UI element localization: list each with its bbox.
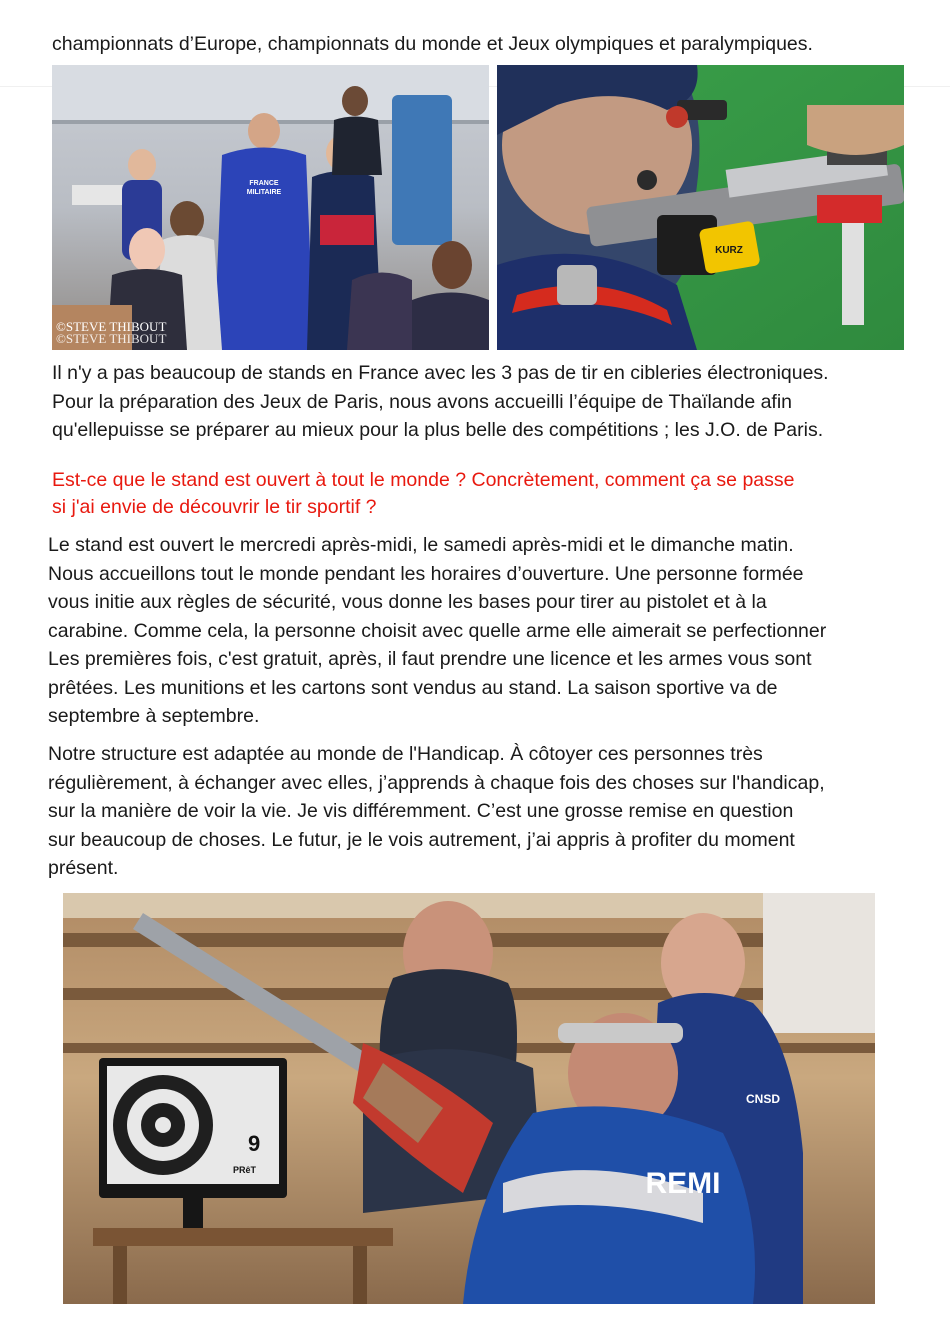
jacket-text-france: FRANCE [249, 180, 279, 187]
photo-credit: ©STEVE THIBOUT [56, 319, 167, 334]
shooter-aiming-illustration [497, 65, 904, 350]
paragraph-line: carabine. Comme cela, la personne choisit avec quelle arme elle aimerait se perfectionner [48, 619, 827, 642]
paragraph-line: Les premières fois, c'est gratuit, après, il faut prendre une licence et les armes vous sont [48, 648, 812, 670]
paragraph-line: sur la manière de voir la vie. Je vis différemment. C’est une grosse remise en question [48, 800, 794, 822]
paragraph-line: qu'ellepuisse se préparer au mieux pour la plus belle des compétitions ; les J.O. de Paris. [52, 419, 824, 441]
paragraph-line: sur beaucoup de choses. Le futur, je le vois autrement, j’ai appris à profiter du moment [48, 828, 795, 851]
paragraph-line: septembre à septembre. [48, 705, 260, 727]
paragraph-line: Notre structure est adaptée au monde de l'Handicap. À côtoyer ces personnes très [48, 743, 763, 765]
photo-shooter-aiming [497, 65, 904, 350]
paragraph-line: Il n'y a pas beaucoup de stands en France avec les 3 pas de tir en cibleries électroniques. [52, 362, 829, 384]
paragraph-line: Pour la préparation des Jeux de Paris, nous avons accueilli l’équipe de Thaïlande afin [52, 390, 793, 413]
rifle-badge-text: KURZ [715, 245, 743, 256]
paragraph-thailand [52, 359, 932, 445]
screen-status: PRêT [233, 1165, 257, 1175]
shooting-hall-illustration [52, 65, 489, 350]
paragraph-line: présent. [48, 857, 119, 879]
top-line-text: championnats d’Europe, championnats du monde et Jeux olympiques et paralympiques. [52, 33, 813, 55]
paragraph-line: prêtées. Les munitions et les cartons sont vendus au stand. La saison sportive va de [48, 676, 778, 699]
jacket-logo-text: CNSD [745, 1092, 781, 1106]
photo-shooting-hall [52, 65, 489, 350]
paragraph-handicap [48, 740, 928, 883]
screen-score: 9 [248, 1131, 261, 1156]
paragraph-line: régulièrement, à échanger avec elles, j’apprends à chaque fois des choses sur l'handicap, [48, 771, 825, 794]
paragraph-line: Nous accueillons tout le monde pendant les horaires d’ouverture. Une personne formée [48, 562, 804, 585]
paragraph-line: Le stand est ouvert le mercredi après-midi, le samedi après-midi et le dimanche matin. [48, 534, 794, 556]
para-shooter-illustration [63, 893, 875, 1304]
photo-para-shooter-coaching [63, 893, 875, 1304]
paragraph-opening-hours [48, 531, 928, 731]
jacket-name: REMI [645, 1167, 721, 1200]
photo-credit-echo: ©STEVE THIBOUT [56, 331, 167, 346]
interview-question [52, 467, 932, 521]
question-line: Est-ce que le stand est ouvert à tout le monde ? Concrètement, comment ça se passe [52, 469, 795, 491]
jacket-text-militaire: MILITAIRE [246, 189, 282, 196]
question-line: si j'ai envie de découvrir le tir sportif ? [52, 496, 377, 518]
paragraph-line: vous initie aux règles de sécurité, vous donne les bases pour tirer au pistolet et à la [48, 591, 767, 613]
